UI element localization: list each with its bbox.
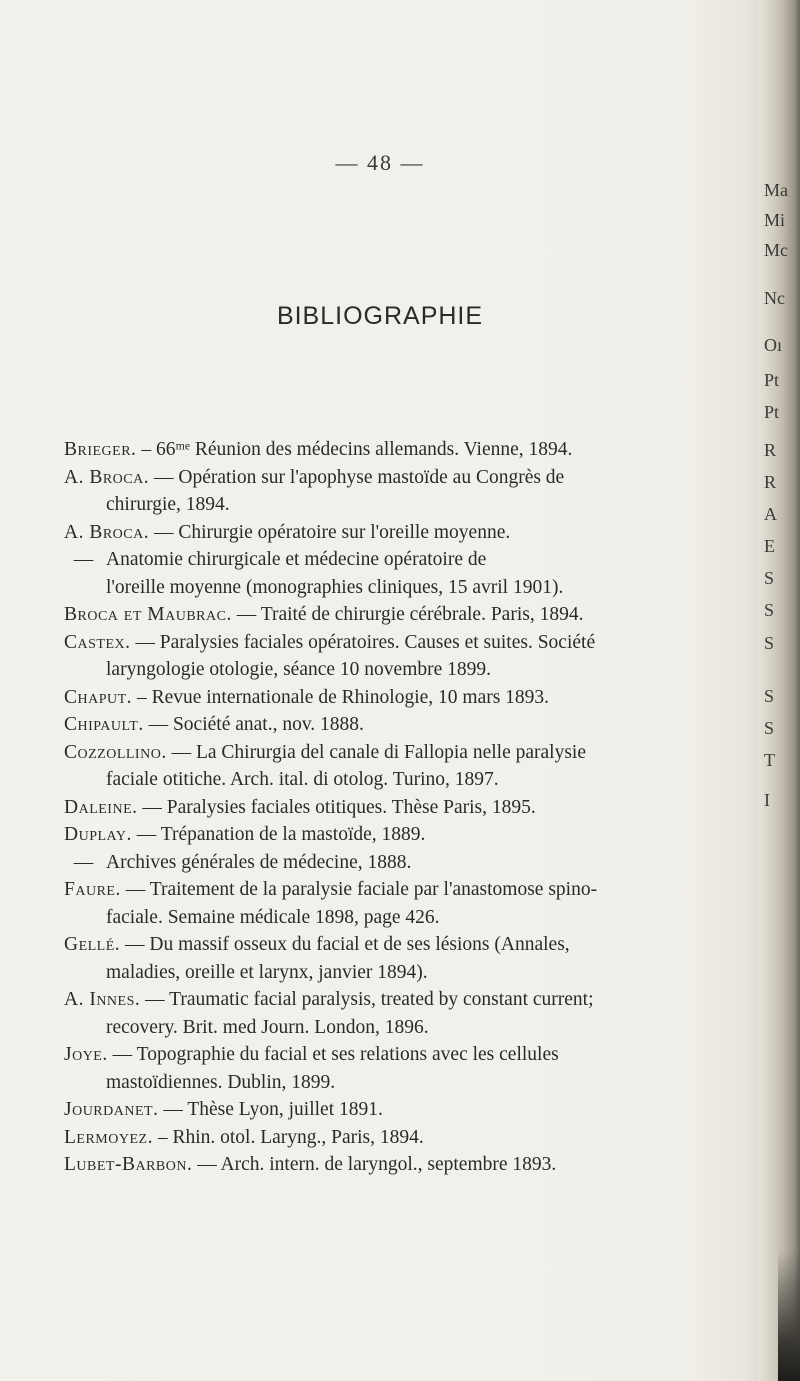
entry-author: Gellé. (64, 934, 121, 955)
bibliography-entry (64, 436, 744, 464)
bibliography-entry (64, 711, 744, 739)
facing-page-fragment: I (764, 790, 770, 810)
entry-first-line (64, 546, 744, 574)
entry-text: laryngologie otologie, séance 10 novembre 1899. (106, 659, 492, 680)
facing-page-fragment: Pt (764, 402, 780, 422)
entry-first-line (64, 629, 744, 657)
entry-text: Archives générales de médecine, 1888. (106, 851, 412, 873)
entry-text: faciale. Semaine médicale 1898, page 426. (106, 906, 440, 928)
entry-continuation-line (64, 656, 744, 684)
entry-author: Faure. (64, 879, 121, 900)
page-title: BIBLIOGRAPHIE (276, 302, 484, 330)
entry-first-line (64, 821, 744, 849)
entry-first-line (64, 1124, 744, 1152)
entry-first-line (64, 986, 744, 1014)
entry-text: l'oreille moyenne (monographies cliniques, 15 avril 1901). (106, 576, 564, 598)
bibliography-entry (64, 684, 744, 712)
entry-first-line (64, 739, 744, 767)
entry-continuation-line (64, 959, 744, 987)
bibliography-entry (64, 1096, 744, 1124)
facing-page-fragment: Mi (764, 210, 786, 230)
facing-page-fragment: R (764, 472, 777, 492)
entry-text: — Chirurgie opératoire sur l'oreille moyenne. (154, 521, 511, 543)
ditto-dash: — (64, 549, 94, 570)
entry-text: Anatomie chirurgicale et médecine opératoire de (106, 549, 487, 570)
bibliography-entry (64, 739, 744, 794)
bibliography-entry (64, 601, 744, 629)
page-number: — 48 — (335, 150, 425, 175)
facing-page-fragment: A (764, 504, 777, 524)
facing-page-fragment: Oı (764, 335, 782, 355)
entry-text: — Thèse Lyon, juillet 1891. (163, 1099, 383, 1120)
facing-page-edge (758, 0, 800, 1381)
entry-text: mastoïdiennes. Dublin, 1899. (106, 1071, 336, 1093)
facing-page-fragment: Ma (764, 180, 788, 200)
entry-text: — Topographie du facial et ses relations avec les cellules (112, 1044, 559, 1065)
bibliography-entry (64, 821, 744, 849)
entry-first-line (64, 464, 744, 492)
entry-first-line (64, 1151, 744, 1179)
entry-continuation-line (64, 491, 744, 519)
bibliography-entry (64, 1041, 744, 1096)
entry-text: — Société anat., nov. 1888. (148, 714, 364, 735)
entry-text: — La Chirurgia del canale di Fallopia nelle paralysie (171, 741, 586, 763)
entry-first-line (64, 849, 744, 877)
entry-text: — Opération sur l'apophyse mastoïde au Congrès de (154, 466, 565, 488)
entry-first-line (64, 931, 744, 959)
entry-author: Lubet-Barbon. (64, 1154, 193, 1175)
entry-author: Broca et Maubrac. (64, 604, 232, 625)
entry-author: Chaput. (64, 686, 133, 708)
entry-author: A. Innes. (64, 989, 141, 1010)
entry-first-line (64, 876, 744, 904)
entry-author: Joye. (64, 1044, 108, 1065)
entry-author: Castex. (64, 631, 131, 653)
bibliography-entry (64, 1151, 744, 1179)
entry-first-line (64, 794, 744, 822)
bibliography-entry (64, 1124, 744, 1152)
facing-page-fragment: S (764, 600, 775, 620)
entry-continuation-line (64, 766, 744, 794)
page-shadow (778, 1250, 800, 1381)
entry-author: Cozzollino. (64, 741, 167, 763)
entry-continuation-line (64, 1069, 744, 1097)
facing-page-fragment: Pt (764, 370, 780, 390)
facing-page-fragment: R (764, 440, 777, 460)
entry-text: — Paralysies faciales otitiques. Thèse Paris, 1895. (142, 796, 536, 818)
bibliography-entry (64, 464, 744, 519)
bibliography-list (64, 436, 744, 1179)
bibliography-entry (64, 794, 744, 822)
facing-page-fragment: E (764, 536, 775, 556)
entry-text: — Trépanation de la mastoïde, 1889. (136, 824, 426, 845)
entry-text: – 66ᵐᵉ Réunion des médecins allemands. Vienne, 1894. (141, 439, 573, 460)
entry-author: Brieger. (64, 439, 137, 460)
entry-author: A. Broca. (64, 466, 150, 488)
entry-first-line (64, 601, 744, 629)
entry-text: faciale otitiche. Arch. ital. di otolog. Turino, 1897. (106, 769, 499, 790)
entry-author: A. Broca. (64, 521, 150, 543)
facing-page-fragment: S (764, 633, 775, 653)
entry-text: — Traumatic facial paralysis, treated by constant current; (145, 989, 594, 1010)
entry-text: – Rhin. otol. Laryng., Paris, 1894. (157, 1126, 424, 1148)
entry-continuation-line (64, 1014, 744, 1042)
bibliography-entry (64, 546, 744, 601)
ditto-dash: — (64, 851, 94, 873)
bibliography-entry (64, 629, 744, 684)
entry-text: — Du massif osseux du facial et de ses lésions (Annales, (125, 934, 570, 955)
bibliography-entry (64, 986, 744, 1041)
facing-page-fragment: S (764, 568, 775, 588)
entry-first-line (64, 1041, 744, 1069)
entry-text: recovery. Brit. med Journ. London, 1896. (106, 1016, 429, 1038)
entry-first-line (64, 436, 744, 464)
entry-author: Chipault. (64, 714, 144, 735)
bibliography-entry (64, 519, 744, 547)
entry-first-line (64, 684, 744, 712)
entry-author: Lermoyez. (64, 1126, 153, 1148)
facing-page-fragment: T (764, 750, 775, 770)
entry-text: — Traité de chirurgie cérébrale. Paris, 1894. (236, 604, 584, 625)
entry-first-line (64, 1096, 744, 1124)
entry-author: Duplay. (64, 824, 132, 845)
entry-first-line (64, 519, 744, 547)
entry-text: chirurgie, 1894. (106, 494, 230, 515)
entry-text: maladies, oreille et larynx, janvier 1894). (106, 961, 428, 983)
facing-page-fragment: S (764, 718, 775, 738)
bibliography-entry (64, 876, 744, 931)
facing-page-fragment: Mc (764, 240, 788, 260)
facing-page-fragment: Nc (764, 288, 785, 308)
entry-text: — Paralysies faciales opératoires. Causes et suites. Société (135, 631, 596, 653)
entry-continuation-line (64, 904, 744, 932)
entry-text: – Revue internationale de Rhinologie, 10 mars 1893. (136, 686, 550, 708)
facing-page-fragment: S (764, 686, 775, 706)
entry-text: — Traitement de la paralysie faciale par l'anastomose spino- (125, 879, 598, 900)
bibliography-entry (64, 849, 744, 877)
entry-first-line (64, 711, 744, 739)
entry-author: Daleine. (64, 796, 138, 818)
bibliography-entry (64, 931, 744, 986)
entry-author: Jourdanet. (64, 1099, 159, 1120)
entry-text: — Arch. intern. de laryngol., septembre 1893. (197, 1154, 557, 1175)
entry-continuation-line (64, 574, 744, 602)
